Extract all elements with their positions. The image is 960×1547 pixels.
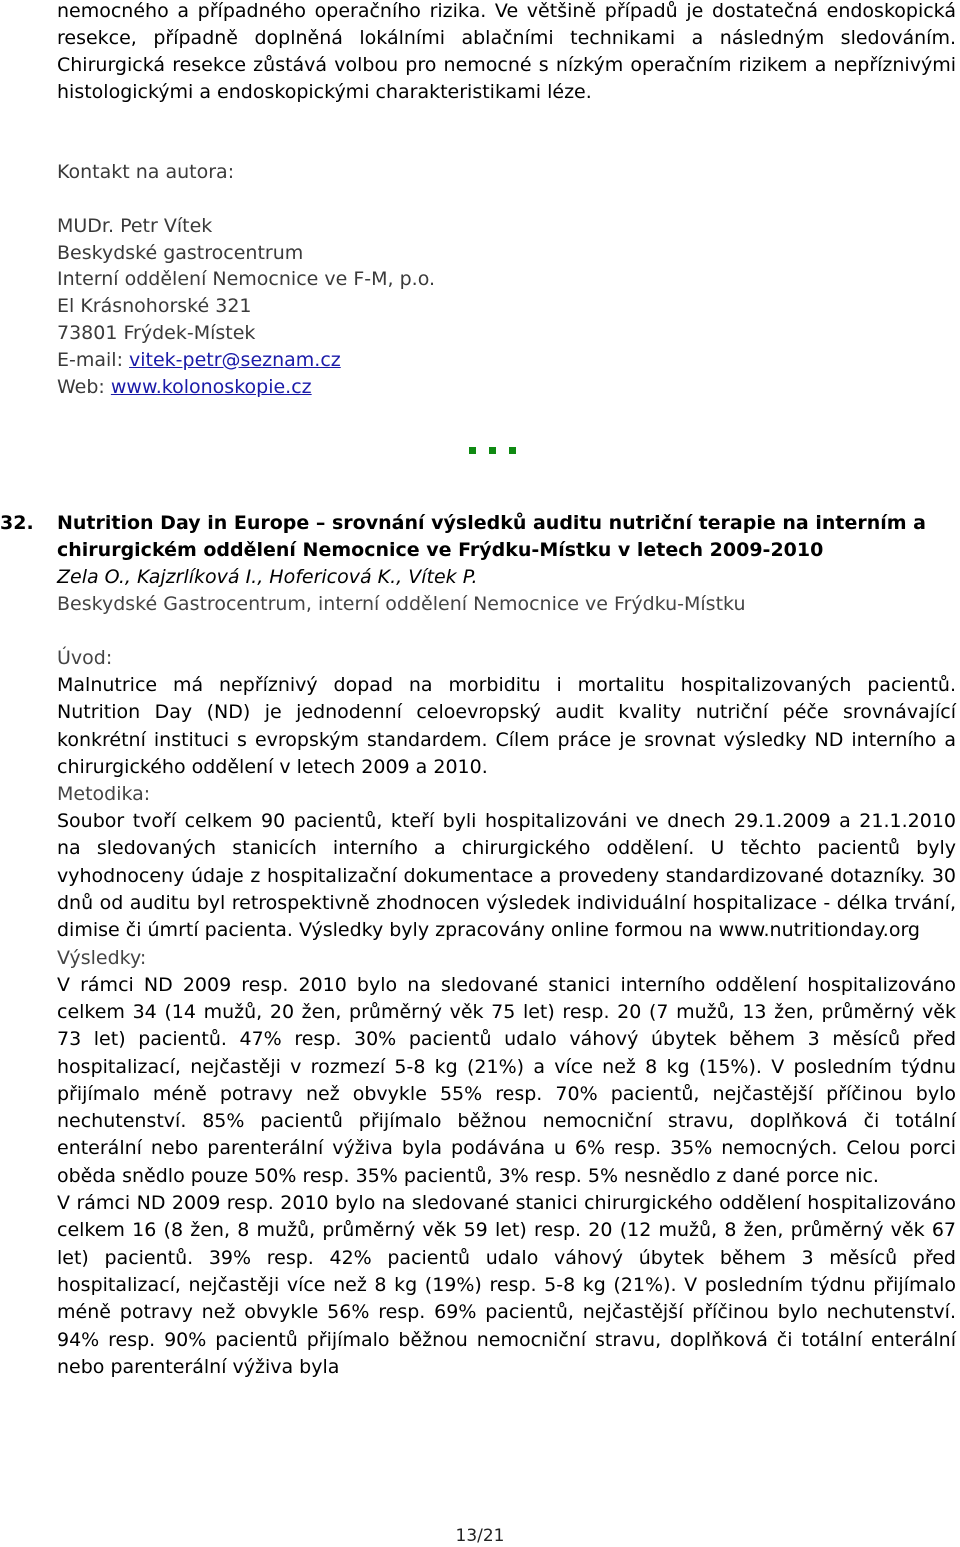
institution-name: Beskydské gastrocentrum [57, 241, 304, 264]
email-line [57, 347, 435, 374]
contact-heading: Kontakt na autora: [57, 161, 235, 183]
intro-label: Úvod: [57, 647, 113, 669]
email-label: E-mail: [57, 348, 130, 371]
results-internal-text: V rámci ND 2009 resp. 2010 bylo na sledované stanici interního oddělení hospitalizováno celkem 34 (14 mužů, 20 žen, průměrný věk 75 let) resp. 20 (7 mužů, 13 žen, průměrný věk 73 let) pacientů. 47% resp. 30% pacientů udalo váhový úbytek během 3 měsíců před hospitalizací, nejčastěji v rozmezí 5-8 kg (21%) a více než 8 kg (15%). V posledním týdnu přijímalo méně potravy než obvykle 55% resp. 70% pacientů, nejčastější příčinou bylo nechutenství. 85% pacientů přijímalo běžnou nemocniční stravu, doplňková či totální enterální nebo parenterální výživa byla podávána u 6% resp. 35% nemocných. Celou porci oběda snědlo pouze 50% resp. 35% pacientů, 3% resp. 5% nesnědlo z dané porce nic. [57, 973, 956, 1187]
web-label: Web: [57, 375, 111, 398]
separator-square-2 [489, 447, 496, 454]
intro-paragraph: nemocného a případného operačního rizika. Ve většině případů je dostatečná endoskopická resekce, případně doplněná lokálními ablačními technikami a následným sledováním. Chirurgická resekce zůstává volbou pro nemocné s nízkým operačním rizikem a nepříznivými histologickými a endoskopickými charakteristikami léze. [57, 0, 956, 103]
method-text: Soubor tvoří celkem 90 pacientů, kteří byli hospitalizováni ve dnech 29.1.2009 a 21.1.2010 na sledovaných stanicích interního a chirurgického oddělení. U těchto pacientů byly vyhodnoceny údaje z hospitalizační dokumentace a provedeny standardizované dotazníky. 30 dnů od auditu byl retrospektivně zhodnocen výsledek individuální hospitalizace - délka trvání, dimise či úmrtí pacienta. Výsledky byly zpracovány online formou na www.nutritionday.org [57, 810, 956, 942]
article-block [0, 510, 956, 1381]
author-name: MUDr. Petr Vítek [57, 214, 213, 237]
web-link[interactable]: www.kolonoskopie.cz [110, 375, 312, 398]
section-separator [469, 447, 516, 454]
results-label: Výsledky: [57, 946, 147, 969]
email-link[interactable]: vitek-petr@seznam.cz [129, 348, 341, 371]
separator-square-1 [469, 447, 476, 454]
page-number: 13/21 [455, 1526, 505, 1546]
method-label: Metodika: [57, 783, 151, 806]
department-name: Interní oddělení Nemocnice ve F-M, p.o. [57, 268, 436, 291]
article-affiliation: Beskydské Gastrocentrum, interní oddělení Nemocnice ve Frýdku-Místku [57, 593, 746, 615]
web-line [57, 374, 435, 401]
separator-square-3 [509, 447, 516, 454]
contact-block [57, 159, 435, 400]
article-title: Nutrition Day in Europe – srovnání výsledků auditu nutriční terapie na interním a chirurgickém oddělení Nemocnice ve Frýdku-Místku v letech 2009-2010 [57, 512, 926, 561]
article-authors: Zela O., Kajzrlíková I., Hofericová K., Vítek P. [57, 566, 478, 588]
intro-text: Malnutrice má nepříznivý dopad na morbiditu i mortalitu hospitalizovaných pacientů. Nutrition Day (ND) je jednodenní celoevropský audit kvality nutriční péče srovnávající konkrétní instituci s evropským standardem. Cílem práce je srovnat výsledky ND interního a chirurgického oddělení v letech 2009 a 2010. [57, 674, 956, 778]
results-surgical-text: V rámci ND 2009 resp. 2010 bylo na sledované stanici chirurgického oddělení hospitalizováno celkem 16 (8 žen, 8 mužů, průměrný věk 59 let) resp. 20 (12 mužů, 8 žen, průměrný věk 67 let) pacientů. 39% resp. 42% pacientů udalo váhový úbytek během 3 měsíců před hospitalizací, nejčastěji více než 8 kg (19%) resp. 5-8 kg (21%). V posledním týdnu přijímalo méně potravy než obvykle 56% resp. 69% pacientů, nejčastější příčinou bylo nechutenství. 94% resp. 90% pacientů přijímalo běžnou nemocniční stravu, doplňková či totální enterální nebo parenterální výživa byla [57, 1192, 956, 1378]
city-address: 73801 Frýdek-Místek [57, 321, 256, 344]
article-heading [0, 510, 956, 564]
article-number: 32. [0, 512, 34, 534]
street-address: El Krásnohorské 321 [57, 295, 252, 318]
